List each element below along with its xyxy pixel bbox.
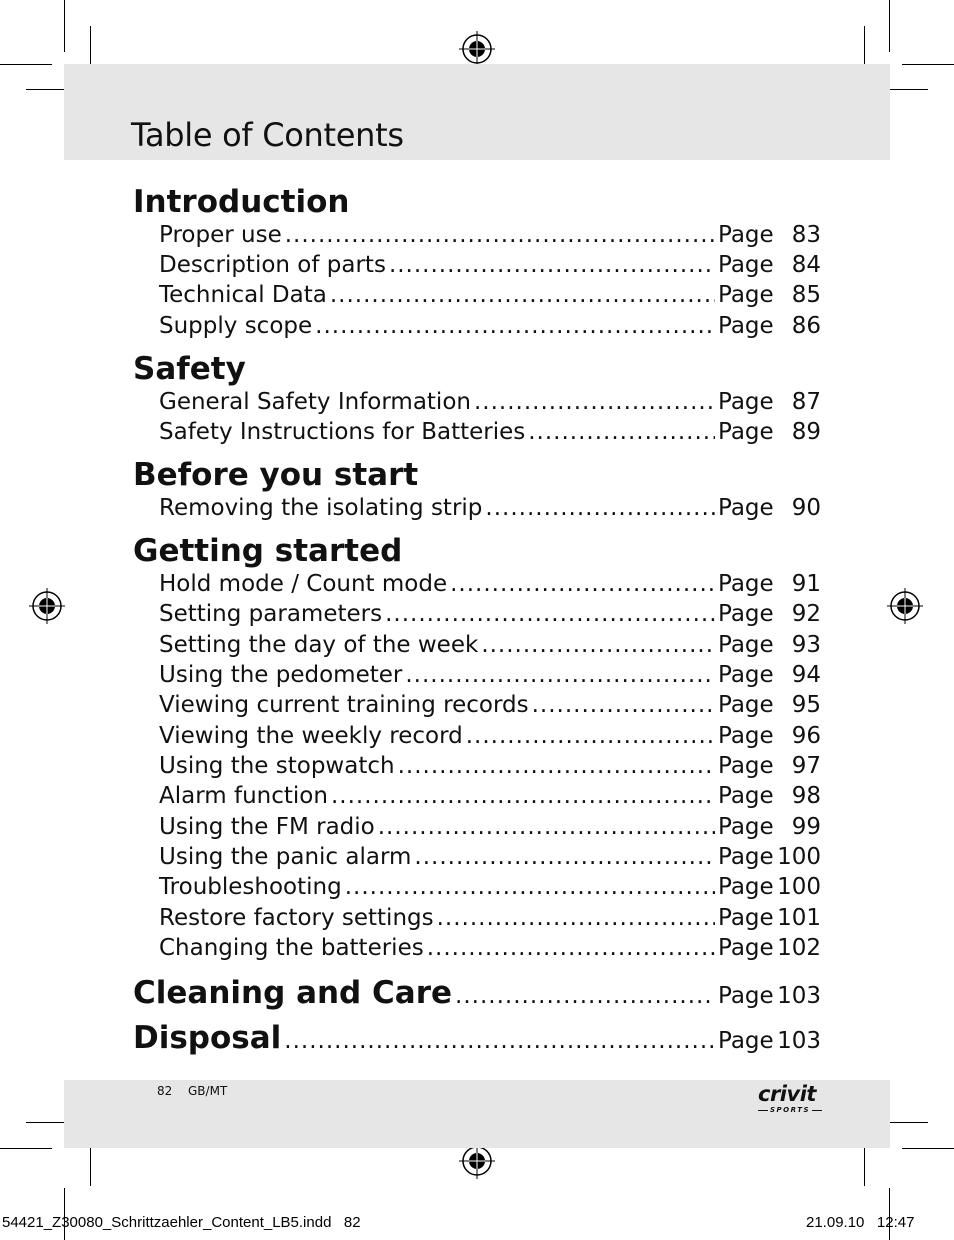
section-title-introduction: Introduction <box>133 184 350 220</box>
leader-dots <box>455 983 715 1006</box>
leader-dots <box>485 495 715 518</box>
toc-entry[interactable] <box>159 222 821 252</box>
slug-filename: 54421_Z30080_Schrittzaehler_Content_LB5.indd 82 <box>2 1214 361 1231</box>
toc-entry-label: Changing the batteries <box>159 935 424 961</box>
crop-mark <box>889 0 890 52</box>
leader-dots <box>450 571 715 594</box>
page-word: Page <box>718 601 774 627</box>
page-number: 98 <box>791 783 821 809</box>
footer-language: GB/MT <box>188 1084 228 1098</box>
section-title-safety: Safety <box>133 351 246 387</box>
toc-entry[interactable] <box>159 753 821 783</box>
section-title-before-you-start: Before you start <box>133 457 419 493</box>
leader-dots <box>284 1028 715 1051</box>
registration-mark-icon <box>459 31 495 67</box>
crop-mark <box>0 1148 52 1149</box>
page-word: Page <box>718 662 774 688</box>
page-word: Page <box>718 723 774 749</box>
toc-entry[interactable] <box>159 389 821 419</box>
page-word: Page <box>718 632 774 658</box>
leader-dots <box>474 389 715 412</box>
page-number: 92 <box>791 601 821 627</box>
page-number: 101 <box>777 905 821 931</box>
toc-entry-label: Setting parameters <box>159 601 383 627</box>
toc-entry[interactable] <box>159 662 821 692</box>
page-word: Page <box>718 389 774 415</box>
leader-dots <box>378 814 715 837</box>
leader-dots <box>481 632 715 655</box>
brand-line <box>812 1110 822 1111</box>
toc-entry-label: Setting the day of the week <box>159 632 479 658</box>
page-word: Page <box>718 282 774 308</box>
toc-entry[interactable] <box>159 419 821 449</box>
toc-entry-label: Safety Instructions for Batteries <box>159 419 526 445</box>
page-word: Page <box>718 983 774 1009</box>
toc-entry-label: Using the panic alarm <box>159 844 412 870</box>
crop-mark <box>64 0 65 52</box>
leader-dots <box>532 692 715 715</box>
toc-entry[interactable] <box>159 814 821 844</box>
toc-entry[interactable] <box>159 723 821 753</box>
registration-mark-icon <box>887 588 923 624</box>
toc-entry[interactable] <box>159 282 821 312</box>
toc-entry[interactable] <box>159 571 821 601</box>
leader-dots <box>405 662 715 685</box>
toc-entry[interactable] <box>159 632 821 662</box>
footer-page-number: 82 <box>157 1084 173 1098</box>
brand-name: crivit <box>758 1082 816 1106</box>
toc-entry[interactable] <box>159 252 821 282</box>
page-word: Page <box>718 1028 774 1054</box>
leader-dots <box>389 252 715 275</box>
leader-dots <box>285 222 715 245</box>
page-word: Page <box>718 814 774 840</box>
toc-entry[interactable] <box>159 935 821 965</box>
toc-entry-cleaning-and-care[interactable] <box>133 975 821 1011</box>
registration-mark-icon <box>29 588 65 624</box>
section-title-disposal: Disposal <box>133 1020 282 1056</box>
toc-entry-label: Hold mode / Count mode <box>159 571 448 597</box>
page-number: 103 <box>777 983 821 1009</box>
page-word: Page <box>718 905 774 931</box>
toc-entry-label: Troubleshooting <box>159 874 342 900</box>
page-word: Page <box>718 313 774 339</box>
page-word: Page <box>718 783 774 809</box>
registration-mark-icon <box>459 1143 495 1179</box>
toc-entry-label: Alarm function <box>159 783 328 809</box>
toc-entry-label: Viewing the weekly record <box>159 723 463 749</box>
toc-entry[interactable] <box>159 692 821 722</box>
toc-entry[interactable] <box>159 905 821 935</box>
page-word: Page <box>718 419 774 445</box>
leader-dots <box>414 844 715 867</box>
page-word: Page <box>718 874 774 900</box>
page-word: Page <box>718 222 774 248</box>
page-word: Page <box>718 753 774 779</box>
toc-entry-label: Restore factory settings <box>159 905 434 931</box>
toc-entry[interactable] <box>159 495 821 525</box>
leader-dots <box>330 282 715 305</box>
page-number: 84 <box>791 252 821 278</box>
crop-mark <box>902 64 954 65</box>
crop-mark <box>0 64 52 65</box>
leader-dots <box>466 723 715 746</box>
toc-entry-label: Description of parts <box>159 252 386 278</box>
toc-entry-label: Using the stopwatch <box>159 753 395 779</box>
page-number: 93 <box>791 632 821 658</box>
page-number: 83 <box>791 222 821 248</box>
toc-entry[interactable] <box>159 313 821 343</box>
toc-entry-label: Using the pedometer <box>159 662 403 688</box>
leader-dots <box>528 419 715 442</box>
page-word: Page <box>718 844 774 870</box>
page-number: 91 <box>791 571 821 597</box>
toc-entry-label: General Safety Information <box>159 389 471 415</box>
toc-entry-label: Using the FM radio <box>159 814 375 840</box>
page-number: 86 <box>791 313 821 339</box>
page-number: 100 <box>777 874 821 900</box>
slug-datetime: 21.09.10 12:47 <box>806 1214 915 1231</box>
toc-entry-label: Removing the isolating strip <box>159 495 483 521</box>
toc-entry-label: Proper use <box>159 222 282 248</box>
section-title-cleaning-and-care: Cleaning and Care <box>133 975 453 1011</box>
page-title: Table of Contents <box>131 116 404 154</box>
page-number: 102 <box>777 935 821 961</box>
page-number: 89 <box>791 419 821 445</box>
page-word: Page <box>718 495 774 521</box>
page-word: Page <box>718 692 774 718</box>
page-number: 95 <box>791 692 821 718</box>
toc-entry[interactable] <box>159 783 821 813</box>
leader-dots <box>345 874 715 897</box>
page-number: 90 <box>791 495 821 521</box>
toc-entry-label: Viewing current training records <box>159 692 529 718</box>
page-word: Page <box>718 252 774 278</box>
page-number: 94 <box>791 662 821 688</box>
brand-logo <box>758 1082 824 1118</box>
page-word: Page <box>718 935 774 961</box>
page-number: 97 <box>791 753 821 779</box>
page-number: 103 <box>777 1028 821 1054</box>
leader-dots <box>315 313 715 336</box>
page-number: 87 <box>791 389 821 415</box>
leader-dots <box>437 905 715 928</box>
page-number: 85 <box>791 282 821 308</box>
toc-entry[interactable] <box>159 874 821 904</box>
brand-sub: SPORTS <box>770 1106 811 1114</box>
leader-dots <box>398 753 715 776</box>
section-title-getting-started: Getting started <box>133 533 403 569</box>
brand-line <box>758 1110 768 1111</box>
page-number: 100 <box>777 844 821 870</box>
leader-dots <box>331 783 715 806</box>
toc-entry[interactable] <box>159 601 821 631</box>
leader-dots <box>385 601 715 624</box>
toc-entry-disposal[interactable] <box>133 1020 821 1056</box>
leader-dots <box>427 935 715 958</box>
crop-mark <box>902 1148 954 1149</box>
toc-entry-label: Supply scope <box>159 313 313 339</box>
page-number: 99 <box>791 814 821 840</box>
toc-entry[interactable] <box>159 844 821 874</box>
page-word: Page <box>718 571 774 597</box>
toc-entry-label: Technical Data <box>159 282 327 308</box>
page-number: 96 <box>791 723 821 749</box>
